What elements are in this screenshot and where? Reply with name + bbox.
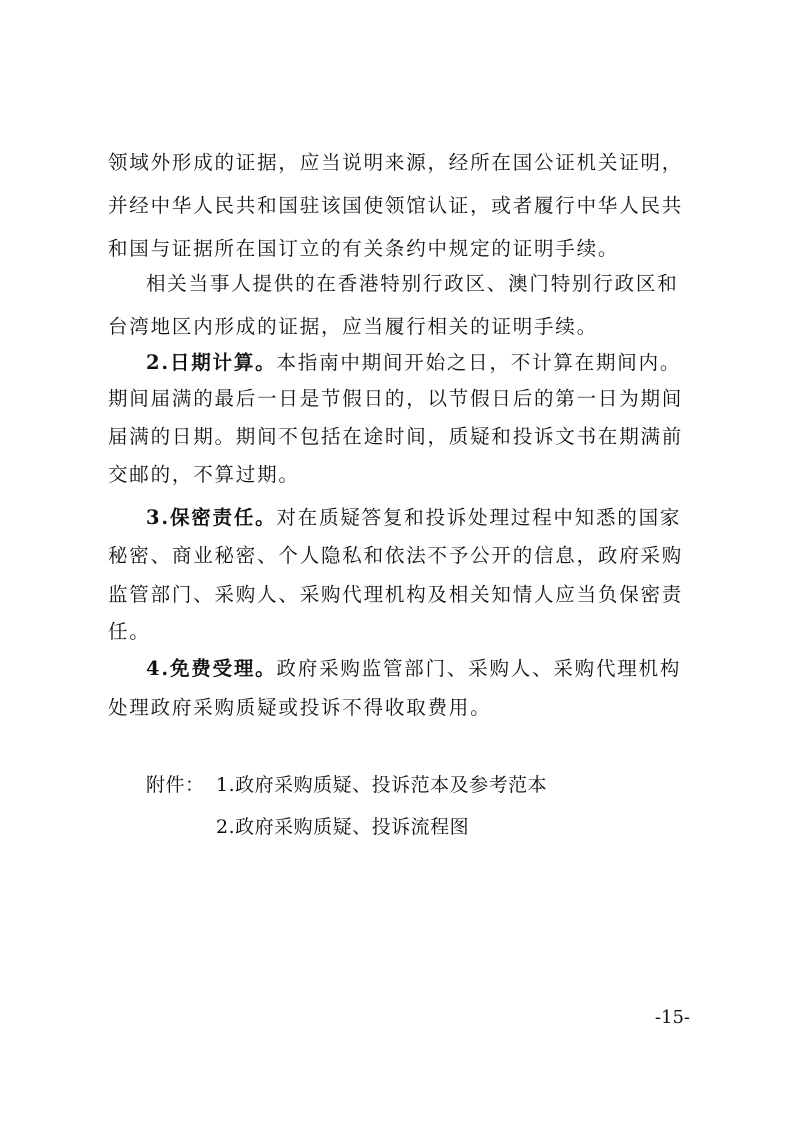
para5-line1-text: 政府采购监管部门、采购人、采购代理机构 bbox=[276, 657, 682, 680]
para4-line3: 监管部门、采购人、采购代理机构及相关知情人应当负保密责 bbox=[108, 583, 684, 606]
page-number: -15- bbox=[654, 1007, 690, 1028]
para3-line3: 届满的日期。期间不包括在途时间，质疑和投诉文书在期满前 bbox=[108, 425, 684, 448]
para4-heading: 3.保密责任。 bbox=[146, 506, 277, 529]
annex-item-2: 2.政府采购质疑、投诉流程图 bbox=[216, 816, 470, 838]
annex-item-1: 1.政府采购质疑、投诉范本及参考范本 bbox=[216, 774, 548, 796]
para4-line4: 任。 bbox=[108, 620, 151, 643]
para1-line1: 领域外形成的证据，应当说明来源，经所在国公证机关证明， bbox=[108, 151, 684, 174]
para4-line2: 秘密、商业秘密、个人隐私和依法不予公开的信息，政府采购 bbox=[108, 544, 684, 567]
para5-line1 bbox=[146, 656, 731, 682]
para1-line2: 并经中华人民共和国驻该国使领馆认证，或者履行中华人民共 bbox=[108, 194, 684, 217]
para1-line3: 和国与证据所在国订立的有关条约中规定的证明手续。 bbox=[108, 237, 620, 260]
para2-line1: 相关当事人提供的在香港特别行政区、澳门特别行政区和 bbox=[146, 272, 679, 295]
para3-heading: 2.日期计算。 bbox=[146, 351, 277, 374]
para3-line1 bbox=[146, 350, 731, 376]
para4-line1 bbox=[146, 505, 731, 531]
para4-line1-text: 对在质疑答复和投诉处理过程中知悉的国家 bbox=[276, 506, 682, 529]
para3-line4: 交邮的，不算过期。 bbox=[108, 463, 300, 486]
para2-line2: 台湾地区内形成的证据，应当履行相关的证明手续。 bbox=[108, 315, 598, 338]
para5-line2: 处理政府采购质疑或投诉不得收取费用。 bbox=[108, 696, 492, 719]
para5-heading: 4.免费受理。 bbox=[146, 657, 277, 680]
annex-label: 附件： bbox=[146, 774, 205, 796]
para3-line1-text: 本指南中期间开始之日，不计算在期间内。 bbox=[276, 351, 682, 374]
para3-line2: 期间届满的最后一日是节假日的，以节假日后的第一日为期间 bbox=[108, 387, 684, 410]
